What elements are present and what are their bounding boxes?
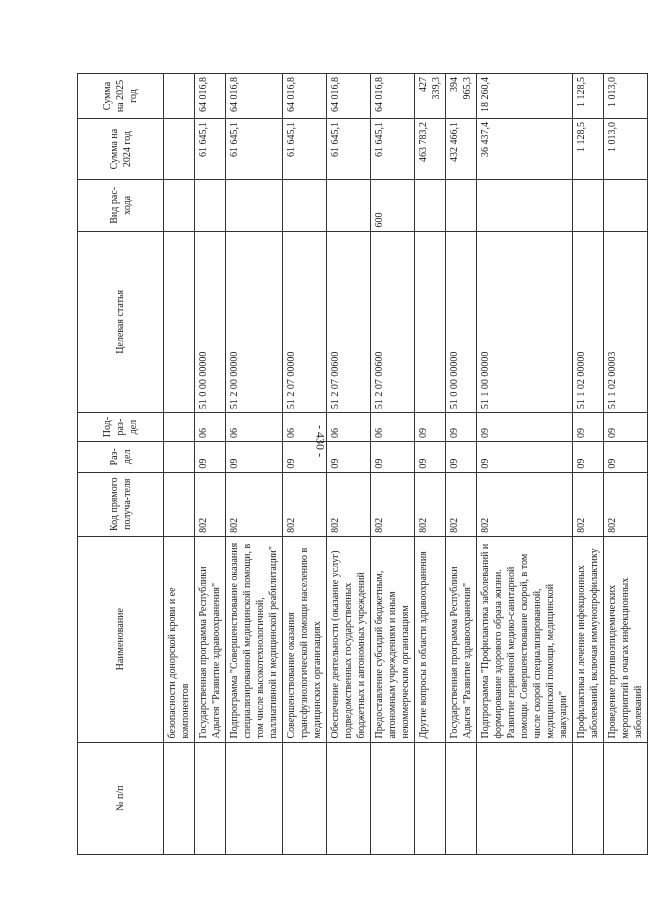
cell-sum-2025: 64 016,8 [226, 74, 283, 119]
cell-name: Государственная программа Республики Адыгея "Развитие здравоохранения" [446, 536, 477, 742]
cell-name: Проведение противоэпидемических мероприятий в очагах инфекционных заболеваний [604, 536, 648, 742]
cell-razdel: 09 [283, 442, 327, 473]
cell-razdel: 09 [415, 442, 446, 473]
cell-target [415, 231, 446, 413]
cell-vid [283, 180, 327, 231]
cell-target: 51 1 00 00000 [477, 231, 573, 413]
table-row [573, 74, 604, 855]
cell-podrazdel [164, 413, 195, 442]
cell-podrazdel: 09 [573, 413, 604, 442]
cell-sum-2024: 61 645,1 [195, 119, 226, 180]
cell-name: Другие вопросы в области здравоохранения [415, 536, 446, 742]
header-podrazdel: Под-раз-дел [78, 413, 164, 442]
cell-podrazdel: 09 [604, 413, 648, 442]
cell-vid [573, 180, 604, 231]
cell-sum-2025: 64 016,8 [327, 74, 371, 119]
cell-no [415, 742, 446, 854]
cell-code: 802 [415, 472, 446, 536]
cell-no [283, 742, 327, 854]
cell-sum-2025: 64 016,8 [283, 74, 327, 119]
cell-code: 802 [195, 472, 226, 536]
cell-sum-2025: 394 965,3 [446, 74, 477, 119]
table-row [415, 74, 446, 855]
cell-razdel: 09 [604, 442, 648, 473]
cell-name: Профилактика и лечение инфекционных заболеваний, включая иммунопрофилактику [573, 536, 604, 742]
cell-razdel: 09 [371, 442, 415, 473]
cell-sum-2024: 1 128,5 [573, 119, 604, 180]
cell-podrazdel: 06 [226, 413, 283, 442]
cell-code: 802 [327, 472, 371, 536]
header-vid: Вид рас-хода [78, 180, 164, 231]
cell-podrazdel: 06 [371, 413, 415, 442]
cell-razdel [164, 442, 195, 473]
cell-vid [415, 180, 446, 231]
cell-code: 802 [226, 472, 283, 536]
cell-vid: 600 [371, 180, 415, 231]
cell-sum-2025: 64 016,8 [195, 74, 226, 119]
cell-sum-2024 [164, 119, 195, 180]
cell-name: Предоставление субсидий бюджетным, автономным учреждениям и иным некоммерческим организациям [371, 536, 415, 742]
cell-name: Государственная программа Республики Адыгея "Развитие здравоохранения" [195, 536, 226, 742]
cell-sum-2024: 1 013,0 [604, 119, 648, 180]
cell-no [327, 742, 371, 854]
cell-code: 802 [604, 472, 648, 536]
table-row [283, 74, 327, 855]
cell-code: 802 [283, 472, 327, 536]
header-sum-2024: Сумма на 2024 год [78, 119, 164, 180]
cell-code: 802 [477, 472, 573, 536]
header-razdel: Раз-дел [78, 442, 164, 473]
cell-vid [164, 180, 195, 231]
cell-sum-2025: 1 013,0 [604, 74, 648, 119]
cell-podrazdel: 06 [283, 413, 327, 442]
cell-sum-2024: 61 645,1 [371, 119, 415, 180]
table-row [195, 74, 226, 855]
cell-razdel: 09 [573, 442, 604, 473]
cell-no [604, 742, 648, 854]
header-code: Код прямого получа-теля [78, 472, 164, 536]
cell-podrazdel: 09 [477, 413, 573, 442]
cell-podrazdel: 09 [446, 413, 477, 442]
cell-sum-2025: 18 260,4 [477, 74, 573, 119]
table-row [371, 74, 415, 855]
cell-sum-2024: 36 437,4 [477, 119, 573, 180]
cell-code [164, 472, 195, 536]
cell-target: 51 0 00 00000 [446, 231, 477, 413]
cell-no [226, 742, 283, 854]
header-target: Целевая статья [78, 231, 164, 413]
cell-podrazdel: 09 [415, 413, 446, 442]
cell-vid [477, 180, 573, 231]
table-rotation-frame [77, 73, 644, 855]
cell-sum-2025: 1 128,5 [573, 74, 604, 119]
cell-code: 802 [573, 472, 604, 536]
table-row [164, 74, 195, 855]
table-row [226, 74, 283, 855]
cell-razdel: 09 [195, 442, 226, 473]
table-row [604, 74, 648, 855]
table-row [327, 74, 371, 855]
cell-podrazdel: 06 [195, 413, 226, 442]
cell-razdel: 09 [446, 442, 477, 473]
cell-target: 51 0 00 00000 [195, 231, 226, 413]
cell-podrazdel: 06 [327, 413, 371, 442]
cell-vid [446, 180, 477, 231]
table-row [477, 74, 573, 855]
cell-name: Подпрограмма "Профилактика заболеваний и формирование здорового образа жизни. Развитие первичной медико-санитарной помощи. Совершенствование скорой, в том числе скорой специализированной, медицинской помощи, медицинской эвакуации" [477, 536, 573, 742]
cell-target: 51 2 07 00600 [327, 231, 371, 413]
cell-vid [195, 180, 226, 231]
cell-code: 802 [371, 472, 415, 536]
cell-target: 51 2 07 00000 [283, 231, 327, 413]
page-number: - 430 - [313, 425, 328, 457]
cell-sum-2024: 61 645,1 [327, 119, 371, 180]
cell-name: Обеспечение деятельности (оказание услуг) подведомственных государственных бюджетных и автономных учреждений [327, 536, 371, 742]
cell-no [477, 742, 573, 854]
table-body [164, 74, 648, 855]
cell-sum-2024: 463 783,2 [415, 119, 446, 180]
cell-no [446, 742, 477, 854]
cell-no [573, 742, 604, 854]
header-name: Наименование [78, 536, 164, 742]
cell-target [164, 231, 195, 413]
rotated-table-container [77, 73, 644, 855]
cell-razdel: 09 [327, 442, 371, 473]
cell-vid [327, 180, 371, 231]
cell-sum-2024: 61 645,1 [226, 119, 283, 180]
budget-table [77, 73, 648, 855]
cell-code: 802 [446, 472, 477, 536]
cell-sum-2025: 64 016,8 [371, 74, 415, 119]
cell-sum-2024: 61 645,1 [283, 119, 327, 180]
cell-no [195, 742, 226, 854]
cell-name: безопасности донорской крови и ее компонентов [164, 536, 195, 742]
cell-sum-2024: 432 466,1 [446, 119, 477, 180]
cell-sum-2025: 427 339,3 [415, 74, 446, 119]
cell-target: 51 1 02 00003 [604, 231, 648, 413]
cell-no [164, 742, 195, 854]
cell-razdel: 09 [477, 442, 573, 473]
cell-vid [604, 180, 648, 231]
cell-vid [226, 180, 283, 231]
cell-target: 51 2 07 00600 [371, 231, 415, 413]
cell-name: Подпрограмма "Совершенствование оказания специализированной медицинской помощи, в том числе высокотехнологичной, паллиативной и медицинской реабилитации" [226, 536, 283, 742]
cell-target: 51 2 00 00000 [226, 231, 283, 413]
cell-target: 51 1 02 00000 [573, 231, 604, 413]
cell-no [371, 742, 415, 854]
table-row [446, 74, 477, 855]
cell-sum-2025 [164, 74, 195, 119]
cell-razdel: 09 [226, 442, 283, 473]
cell-name: Совершенствование оказания трансфузиологической помощи населению в медицинских организациях [283, 536, 327, 742]
header-no: № п/п [78, 742, 164, 854]
table-header [78, 74, 164, 855]
header-sum-2025: Сумма на 2025 год [78, 74, 164, 119]
